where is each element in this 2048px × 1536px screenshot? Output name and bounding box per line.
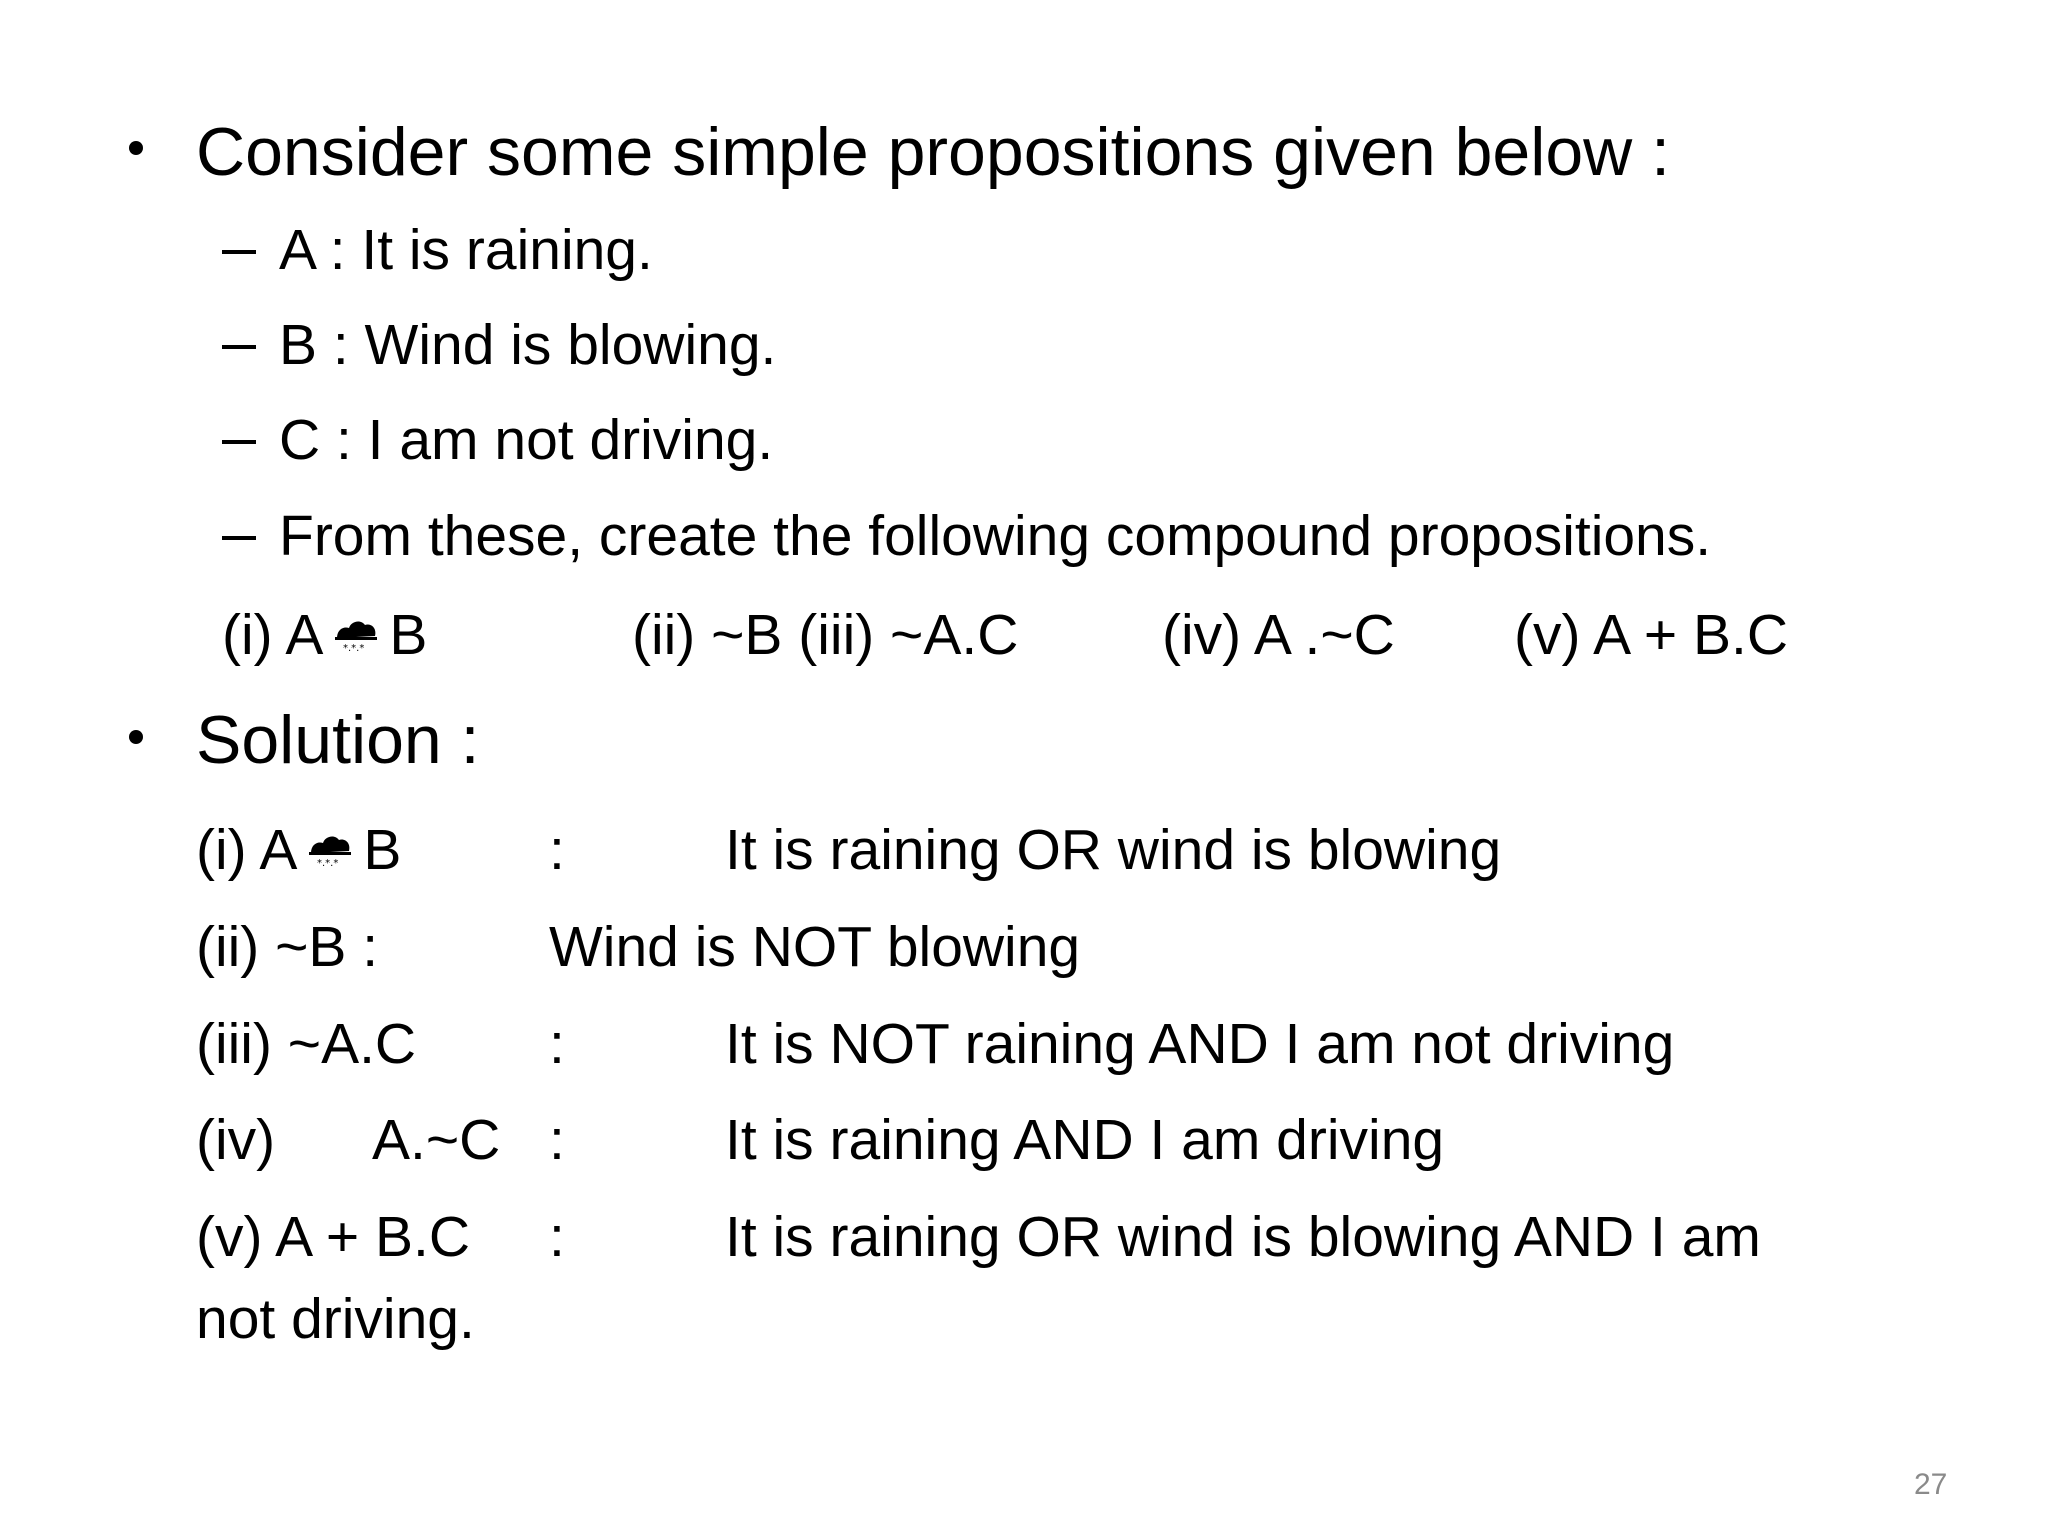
proposition-c: C : I am not driving.: [279, 408, 774, 472]
rain-cloud-icon: [307, 831, 353, 871]
dash-marker: [222, 345, 256, 349]
dash-marker: [222, 536, 256, 540]
solution-row-label: (ii) ~B :: [196, 915, 379, 979]
proposition-a: A : It is raining.: [279, 218, 653, 282]
svg-text:*.*.*: *.*.*: [317, 858, 339, 869]
solution-row-label: (v) A + B.C: [196, 1205, 471, 1269]
consider-heading: Consider some simple propositions given below :: [196, 114, 1671, 190]
solution-row-label-suffix: B: [363, 818, 402, 882]
compound-i-suffix: B: [389, 603, 428, 667]
solution-colon: :: [549, 1205, 565, 1269]
rain-cloud-icon: [333, 616, 379, 656]
compound-i: [222, 601, 427, 669]
solution-heading: Solution :: [196, 702, 480, 778]
page-number: 27: [1914, 1468, 1948, 1501]
proposition-b: B : Wind is blowing.: [279, 313, 777, 377]
solution-colon: :: [549, 1012, 565, 1076]
svg-text:*.*.*: *.*.*: [343, 643, 365, 654]
compound-i-prefix: (i) A: [222, 603, 324, 667]
solution-row-label-b: A.~C: [372, 1108, 501, 1172]
dash-marker: [222, 250, 256, 254]
solution-text: It is raining OR wind is blowing AND I am: [725, 1205, 1761, 1269]
instruction-line: From these, create the following compound propositions.: [279, 504, 1712, 568]
solution-continuation: not driving.: [196, 1287, 475, 1351]
solution-row-label: (iii) ~A.C: [196, 1012, 417, 1076]
compound-v: (v) A + B.C: [1514, 603, 1789, 667]
solution-row-label: (iv): [196, 1108, 276, 1172]
solution-text: It is raining OR wind is blowing: [725, 818, 1502, 882]
compound-iv: (iv) A .~C: [1162, 603, 1395, 667]
solution-text: It is raining AND I am driving: [725, 1108, 1445, 1172]
solution-text: It is NOT raining AND I am not driving: [725, 1012, 1675, 1076]
bullet-dot: [129, 141, 143, 155]
solution-colon: :: [549, 1108, 565, 1172]
solution-row-label-prefix: (i) A: [196, 818, 298, 882]
bullet-dot: [129, 730, 143, 744]
solution-row-label: [196, 816, 401, 884]
solution-colon: :: [549, 818, 565, 882]
solution-text: Wind is NOT blowing: [549, 915, 1081, 979]
compound-ii-iii: (ii) ~B (iii) ~A.C: [632, 603, 1019, 667]
dash-marker: [222, 440, 256, 444]
